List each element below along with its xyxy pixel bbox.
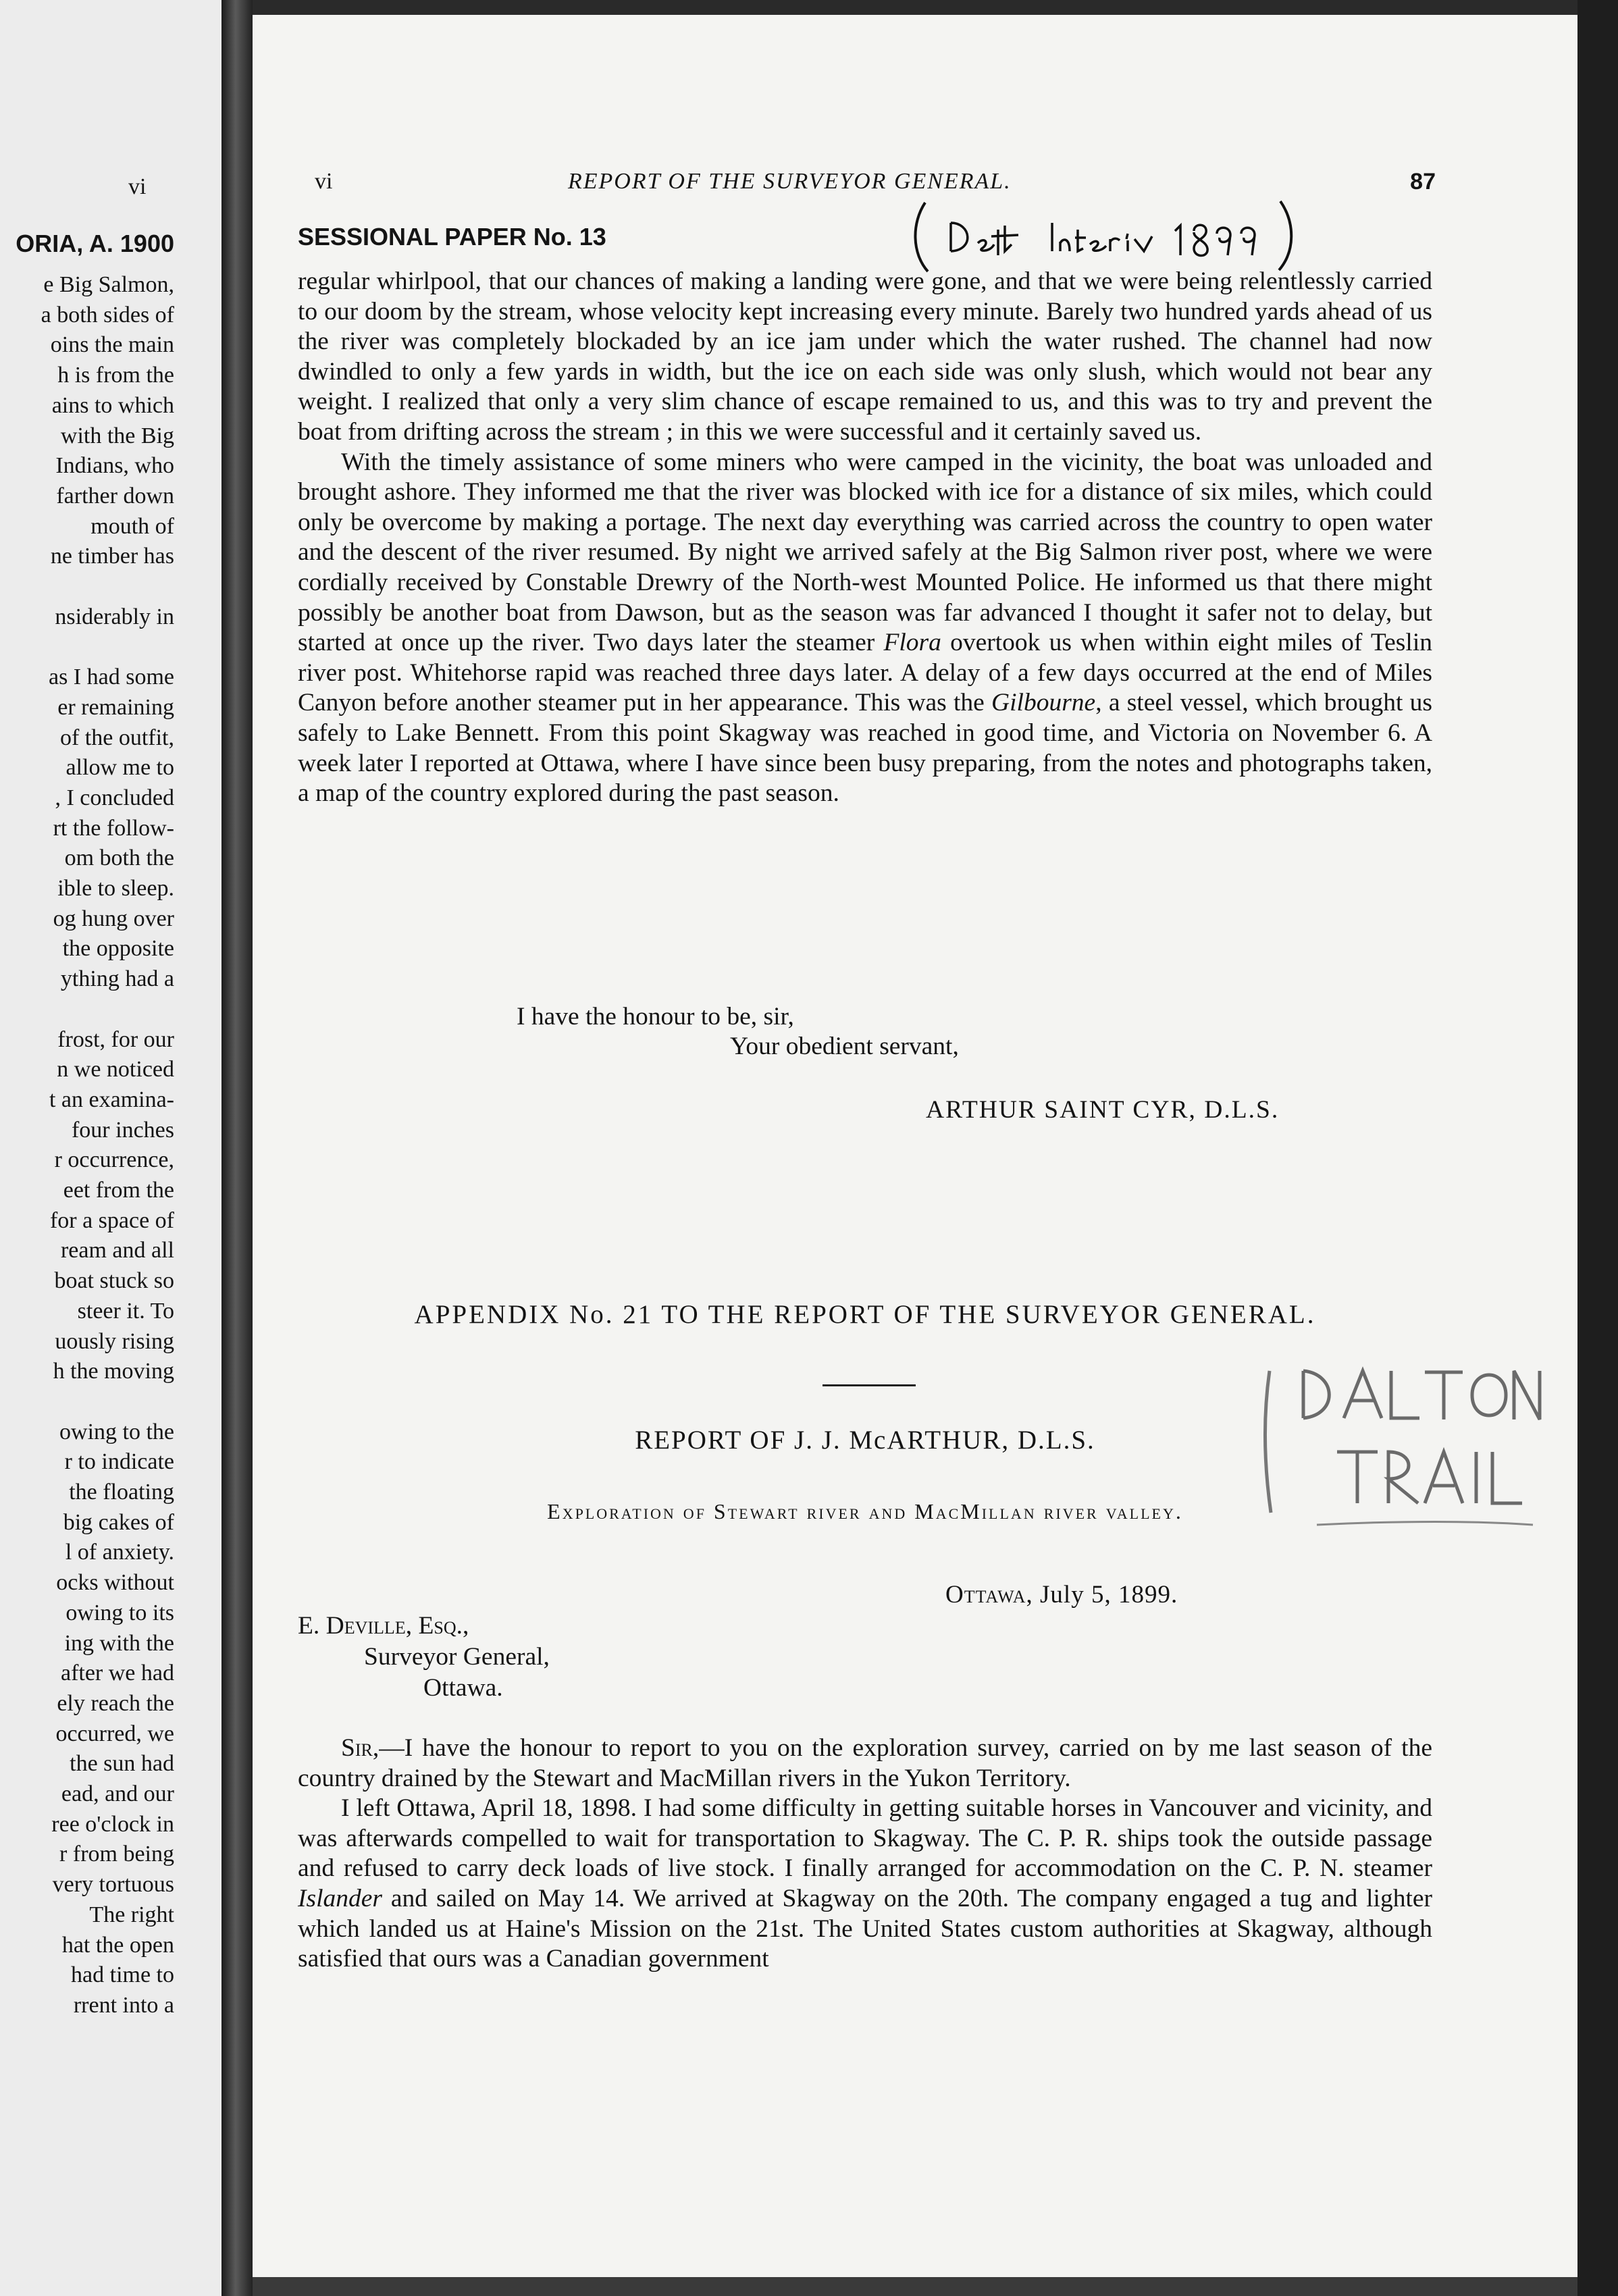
facing-page-line: n we noticed <box>57 1057 174 1082</box>
paragraph-text: —I have the honour to report to you on the exploration survey, carried on by me last season of the country drained by the Stewart and MacMillan rivers in the Yukon Territory. <box>298 1734 1432 1792</box>
salutation: Sir, <box>341 1734 380 1762</box>
facing-page-line: om both the <box>64 845 174 871</box>
body-paragraph <box>298 1733 1432 1794</box>
scan-right-edge <box>1577 0 1618 2296</box>
facing-page-line: hat the open <box>61 1932 174 1958</box>
dateline <box>945 1580 1178 1609</box>
facing-page-line: owing to the <box>59 1419 174 1444</box>
facing-page-line: Indians, who <box>55 453 174 479</box>
report-subheading: Exploration of Stewart river and MacMillan river valley. <box>547 1499 1183 1523</box>
facing-page-line: as I had some <box>48 664 174 690</box>
facing-page-line: the floating <box>69 1480 174 1505</box>
running-head-title: REPORT OF THE SURVEYOR GENERAL. <box>568 169 1012 194</box>
running-head <box>315 169 1436 199</box>
facing-page-line: h is from the <box>57 363 174 388</box>
facing-page-line: og hung over <box>53 906 174 931</box>
facing-page-line: e Big Salmon, <box>43 272 174 297</box>
facing-page-line: ains to which <box>51 392 174 418</box>
facing-page-line: ne timber has <box>50 544 174 569</box>
facing-page-line: ely reach the <box>57 1690 174 1716</box>
facing-page-line: very tortuous <box>52 1872 174 1898</box>
sessional-paper-label: SESSIONAL PAPER No. 13 <box>298 223 606 251</box>
body-paragraph: With the timely assistance of some miners who were camped in the vicinity, the boat was unloaded and brought ashore. They informed me that the river was blocked with ice for a distance of six miles, which could only be overcome by making a portage. The next day everything was carried across the country to open water and the descent of the river resumed. By night we arrived safely at the Big Salmon river post, where we were cordially received by Constable Drewry of the North-west Mounted Police. He informed us that there might possibly be another boat from Dawson, but as the season was far advanced I thought it safer not to delay, but started at once up the river. Two days later the steamer Flora overtook us when within eight miles of Teslin river post. Whitehorse rapid was reached three days later. A delay of a few days occurred at the end of Miles Canyon before another steamer put in her appearance. This was the Gilbourne, a steel vessel, which brought us safely to Lake Bennett. From this point Skagway was reached in good time, and Victoria on November 6. A week later I reported at Ottawa, where I have since been busy preparing, from the notes and photographs taken, a map of the country explored during the past season. <box>298 448 1432 808</box>
facing-page-line: rrent into a <box>73 1992 174 2018</box>
dateline-place: Ottawa <box>945 1581 1026 1609</box>
facing-page-line: four inches <box>71 1117 174 1143</box>
facing-page-line: er remaining <box>57 694 174 720</box>
facing-page-line: oins the main <box>50 332 174 358</box>
facing-page-line: eet from the <box>63 1178 174 1203</box>
facing-page-line: uously rising <box>55 1328 174 1354</box>
appendix-heading: APPENDIX No. 21 TO THE REPORT OF THE SURVEYOR GENERAL. <box>414 1300 1316 1329</box>
facing-page-line: t an examina- <box>49 1087 174 1112</box>
facing-page-folio: vi <box>128 174 147 199</box>
ship-name: Flora <box>883 629 941 657</box>
facing-page-line: ree o'clock in <box>51 1811 174 1837</box>
letter-body <box>298 267 1432 809</box>
facing-page-line: l of anxiety. <box>65 1540 174 1565</box>
facing-page-line: frost, for our <box>57 1026 174 1052</box>
report-heading: REPORT OF J. J. McARTHUR, D.L.S. <box>635 1426 1095 1455</box>
scan-top-edge <box>253 0 1577 15</box>
facing-page-header: ORIA, A. 1900 <box>16 230 174 257</box>
body-paragraph: regular whirlpool, that our chances of making a landing were gone, and that we were being relentlessly carried to our doom by the stream, whose velocity kept increasing every minute. Barely two hundred yards ahead of us the river was completely blockaded by an ice jam under which the water rushed. The channel had now dwindled to only a few yards in width, but the ice on each side was only slush, which would not bear any weight. I realized that only a very slim chance of escape remained to us, and this was to try and prevent the boat from drifting across the stream ; in this we were successful and it certainly saved us. <box>298 267 1432 446</box>
report-body <box>298 1733 1432 1975</box>
ship-name: Gilbourne <box>991 689 1096 717</box>
addressee-name: E. Deville, Esq., <box>298 1612 469 1640</box>
facing-page-line: , I concluded <box>55 785 174 810</box>
facing-page <box>0 0 221 2296</box>
facing-page-line: ocks without <box>56 1570 174 1596</box>
facing-page-line: r to indicate <box>64 1449 174 1475</box>
facing-page-line: the opposite <box>62 936 174 962</box>
facing-page-line: owing to its <box>66 1600 174 1625</box>
addressee-city: Ottawa. <box>423 1674 503 1702</box>
facing-page-line: big cakes of <box>63 1509 174 1535</box>
facing-page-line: steer it. To <box>77 1298 174 1324</box>
book-gutter <box>221 0 253 2296</box>
facing-page-line: h the moving <box>53 1359 174 1384</box>
facing-page-line: boat stuck so <box>54 1268 174 1294</box>
facing-page-line: nsiderably in <box>55 604 174 629</box>
body-paragraph: I left Ottawa, April 18, 1898. I had some difficulty in getting suitable horses in Vancouver and vicinity, and was afterwards compelled to wait for transportation to Skagway. The C. P. R. ships took the outside passage and refused to carry deck loads of live stock. I finally arranged for accommodation on the C. P. N. steamer Islander and sailed on May 14. We arrived at Skagway on the 20th. The company engaged a tug and lighter which landed us at Haine's Mission on the 21st. The United States custom authorities at Skagway, although satisfied that ours was a Canadian government <box>298 1794 1432 1973</box>
facing-page-line: had time to <box>71 1962 174 1988</box>
facing-page-line: The right <box>89 1902 174 1927</box>
facing-page-line: with the Big <box>60 423 174 448</box>
facing-page-line: occurred, we <box>55 1721 174 1746</box>
facing-page-line: ead, and our <box>61 1781 174 1806</box>
folio-roman: vi <box>315 169 333 194</box>
closing-line: I have the honour to be, sir, <box>517 1003 794 1030</box>
facing-page-line: for a space of <box>49 1207 174 1233</box>
facing-page-line: ything had a <box>60 966 174 992</box>
facing-page-line: r occurrence, <box>54 1147 174 1173</box>
signature: ARTHUR SAINT CYR, D.L.S. <box>926 1096 1280 1124</box>
facing-page-line: ream and all <box>60 1238 174 1263</box>
facing-page-line: ing with the <box>64 1630 174 1656</box>
facing-page-line: allow me to <box>66 755 174 781</box>
pencil-annotation <box>1263 1344 1546 1526</box>
facing-page-line: of the outfit, <box>59 725 174 750</box>
dateline-date: , July 5, 1899. <box>1026 1581 1178 1609</box>
facing-page-line: r from being <box>59 1842 174 1867</box>
facing-page-line: farther down <box>56 483 174 508</box>
facing-page-line: a both sides of <box>41 302 174 328</box>
facing-page-line: mouth of <box>90 513 174 539</box>
addressee-title: Surveyor General, <box>364 1643 550 1671</box>
facing-page-line: rt the follow- <box>53 815 174 841</box>
facing-page-line: the sun had <box>70 1751 174 1777</box>
facing-page-line: after we had <box>60 1661 174 1686</box>
section-divider <box>823 1384 916 1386</box>
page-number: 87 <box>1410 169 1436 194</box>
ship-name: Islander <box>298 1884 382 1912</box>
facing-page-line: ible to sleep. <box>57 876 174 901</box>
closing-line: Your obedient servant, <box>730 1033 959 1060</box>
handwritten-annotation <box>910 196 1295 277</box>
